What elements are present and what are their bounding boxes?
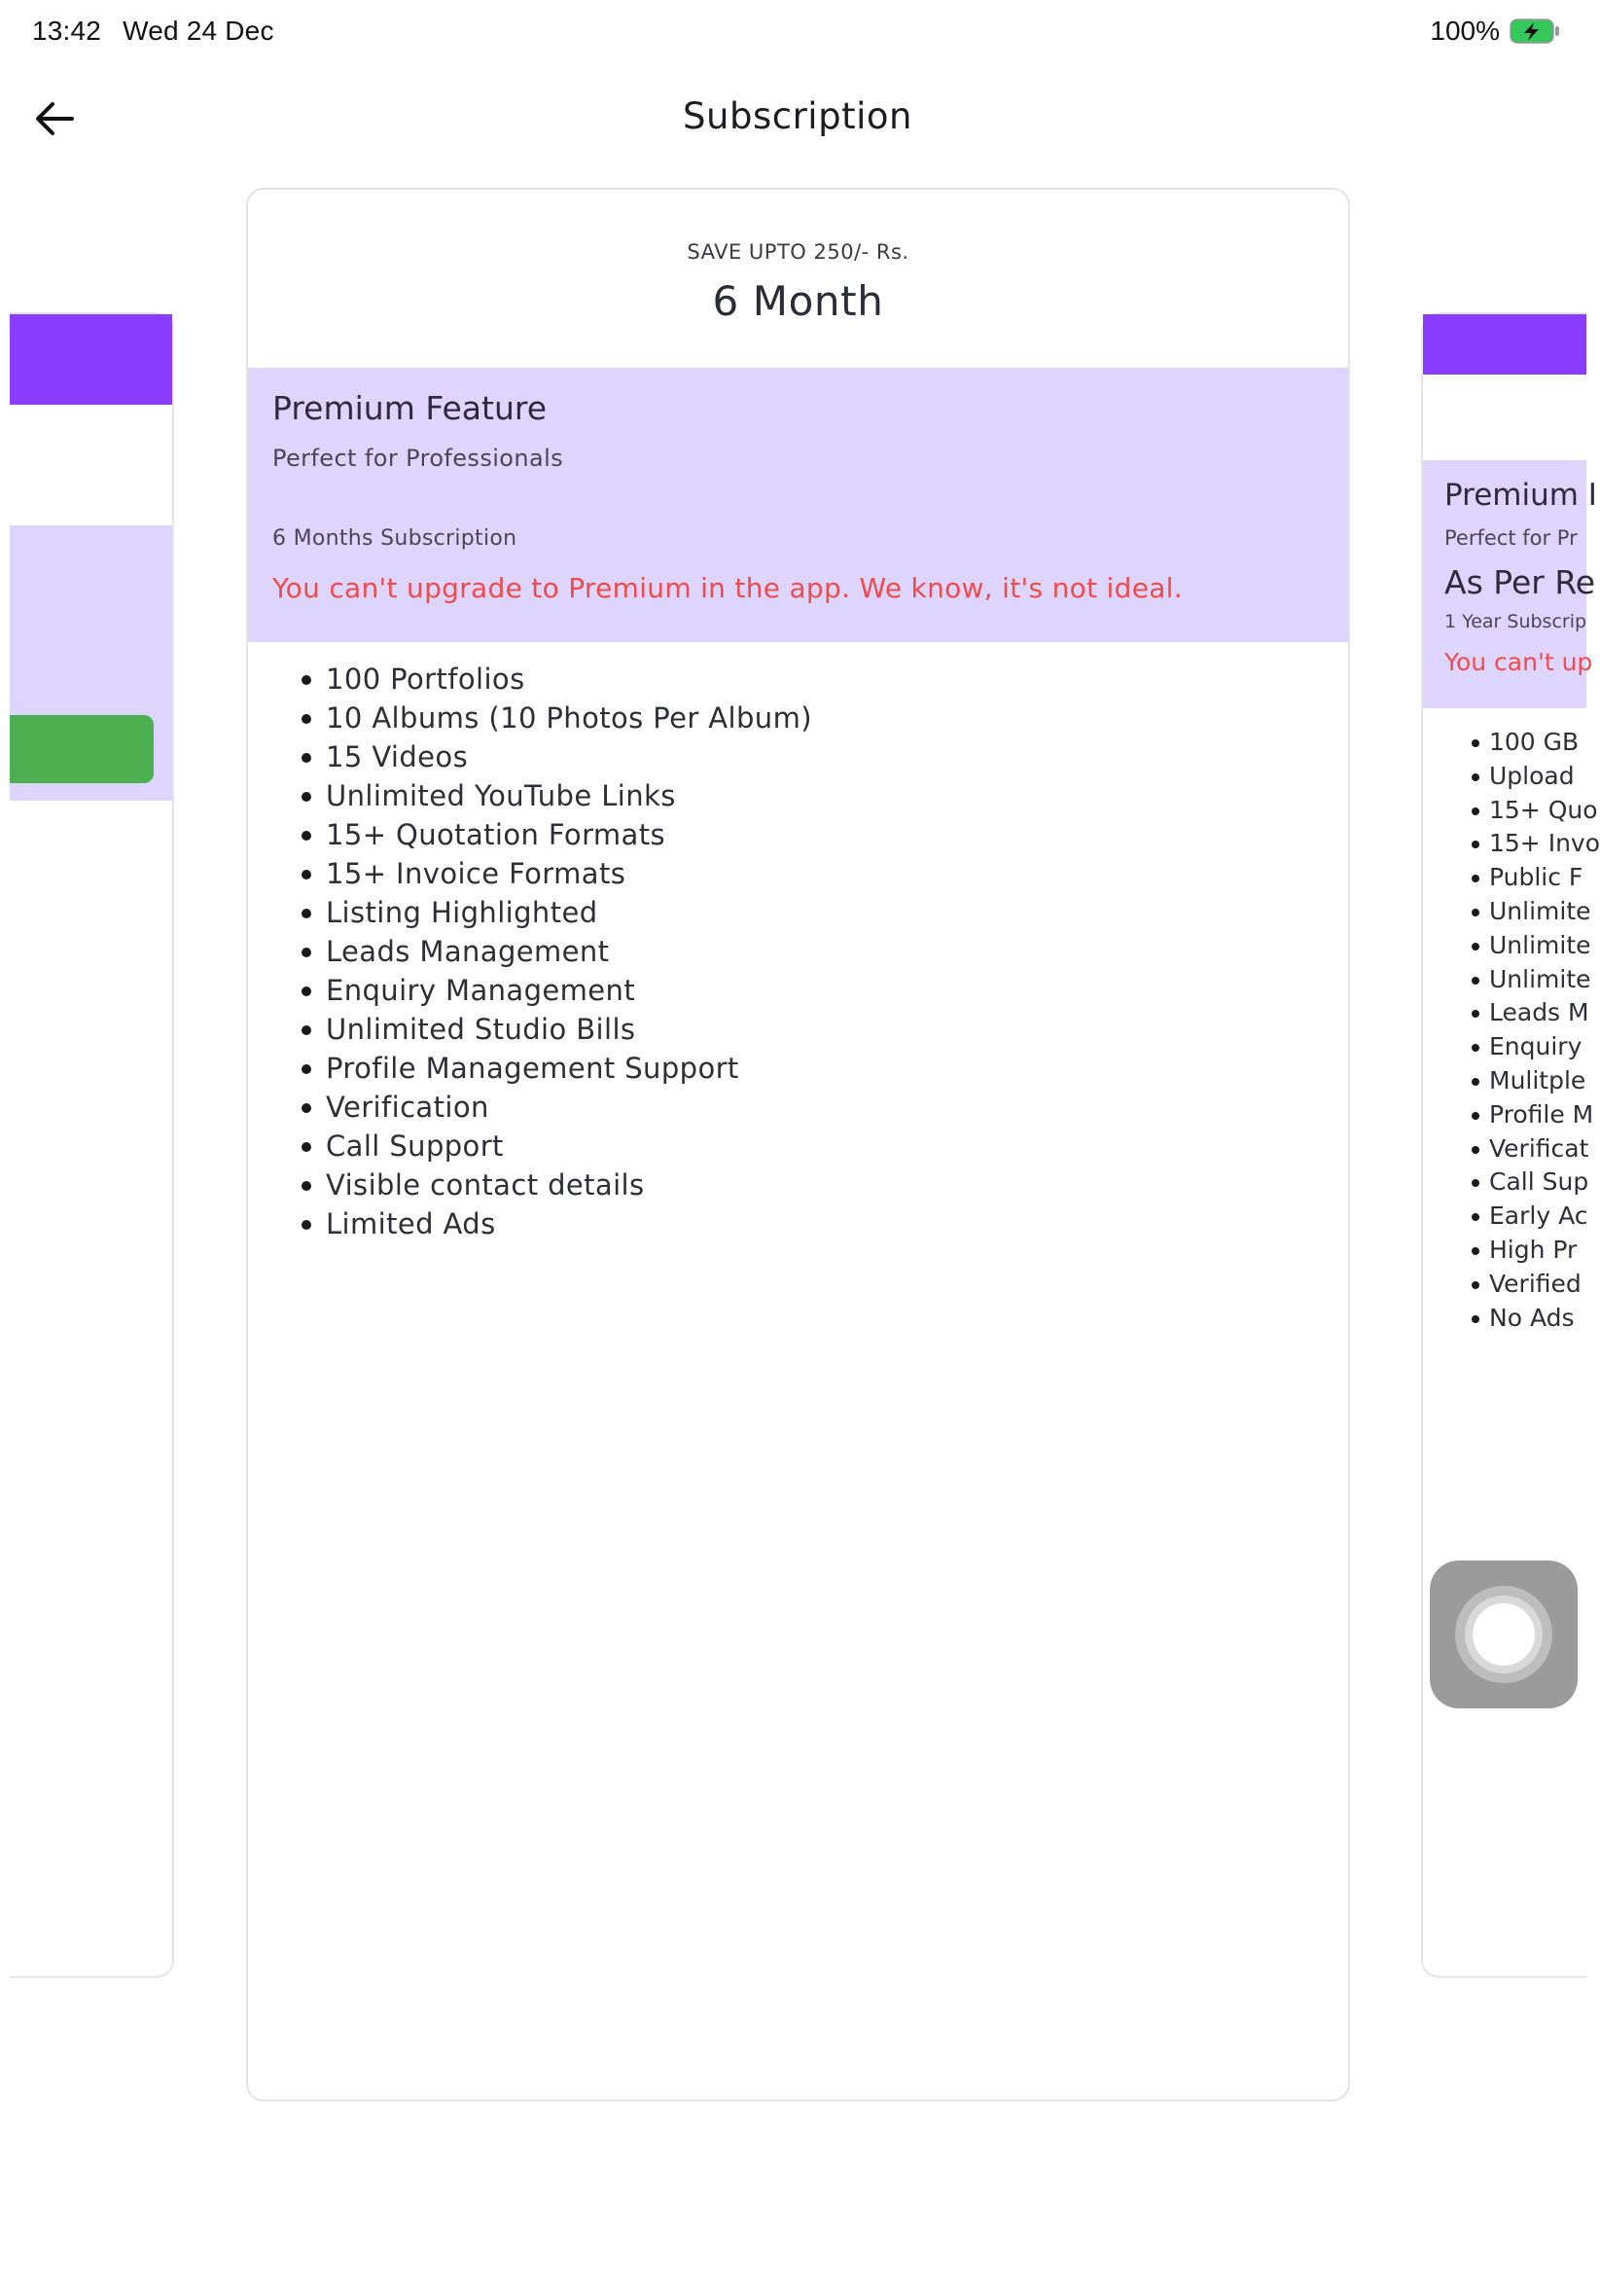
list-item: Limited Ads (302, 1204, 1348, 1243)
next-plan-header (1423, 314, 1586, 375)
list-item: Verificat (1472, 1132, 1600, 1166)
list-item: Unlimited YouTube Links (302, 776, 1348, 815)
list-item: Call Support (302, 1127, 1348, 1166)
plan-feature-band (248, 368, 1348, 642)
list-item: Unlimite (1472, 895, 1600, 929)
list-item: Visible contact details (302, 1166, 1348, 1204)
next-plan-card[interactable] (1421, 312, 1600, 1978)
list-item: 15+ Quo (1472, 794, 1600, 828)
list-item: 15+ Quotation Formats (302, 815, 1348, 854)
list-item: Call Sup (1472, 1166, 1600, 1200)
list-item: 100 Portfolios (302, 660, 1348, 699)
list-item: Profile M (1472, 1098, 1600, 1132)
list-item: Listing Highlighted (302, 893, 1348, 932)
assistive-touch-button[interactable] (1430, 1561, 1578, 1708)
status-bar-right (1430, 16, 1560, 47)
list-item: High Pr (1472, 1234, 1600, 1268)
list-item: No Ads (1472, 1302, 1600, 1336)
prev-plan-subscribe-button[interactable] (10, 715, 154, 783)
next-plan-feature-list (1423, 726, 1600, 1335)
list-item: Unlimite (1472, 929, 1600, 963)
list-item: Enquiry Management (302, 971, 1348, 1010)
save-upto-label: SAVE UPTO 250/- Rs. (687, 240, 909, 264)
list-item: Upload (1472, 760, 1600, 794)
assistive-touch-icon (1455, 1586, 1552, 1683)
list-item: 15+ Invo (1472, 827, 1600, 861)
list-item: Profile Management Support (302, 1049, 1348, 1088)
upgrade-warning: You can't upgrade to Premium in the app. We know, it's not ideal. (272, 572, 1183, 604)
list-item: Verified (1472, 1268, 1600, 1302)
list-item: Unlimited Studio Bills (302, 1010, 1348, 1049)
list-item: Leads Management (302, 932, 1348, 971)
plan-card-header (248, 190, 1348, 368)
feature-subtitle: Perfect for Professionals (272, 445, 564, 472)
list-item: Public F (1472, 861, 1600, 895)
list-item: Verification (302, 1088, 1348, 1127)
list-item: 15+ Invoice Formats (302, 854, 1348, 893)
list-item: Mulitple (1472, 1064, 1600, 1098)
prev-plan-card[interactable] (10, 312, 174, 1978)
plan-name: 6 Month (712, 277, 884, 325)
subscription-duration: 6 Months Subscription (272, 526, 517, 551)
battery-percentage: 100% (1430, 16, 1500, 46)
list-item: Leads M (1472, 996, 1600, 1030)
next-plan-feature-title: Premium I (1444, 478, 1597, 513)
status-time: 13:42 (32, 16, 102, 46)
assistive-touch-ring (1465, 1596, 1543, 1673)
list-item: 15 Videos (302, 737, 1348, 776)
next-plan-feature-band (1423, 460, 1597, 708)
feature-title: Premium Feature (272, 389, 548, 427)
list-item: 10 Albums (10 Photos Per Album) (302, 699, 1348, 737)
list-item: 100 GB (1472, 726, 1600, 760)
status-date: Wed 24 Dec (123, 16, 274, 46)
prev-plan-header (10, 314, 172, 405)
list-item: Unlimite (1472, 963, 1600, 997)
next-plan-price: As Per Re (1444, 563, 1596, 601)
next-plan-feature-subtitle: Perfect for Pr (1444, 526, 1578, 550)
list-item: Enquiry (1472, 1030, 1600, 1064)
page-title: Subscription (683, 95, 912, 137)
battery-icon (1510, 18, 1560, 44)
feature-list (248, 642, 1348, 1243)
plan-card-6-month[interactable] (246, 188, 1350, 2101)
status-bar-left (32, 16, 296, 47)
list-item: Early Ac (1472, 1200, 1600, 1234)
assistive-touch-core (1473, 1603, 1535, 1666)
next-plan-upgrade-warning: You can't up (1444, 648, 1593, 676)
next-plan-subscription-duration: 1 Year Subscrip (1444, 611, 1587, 632)
